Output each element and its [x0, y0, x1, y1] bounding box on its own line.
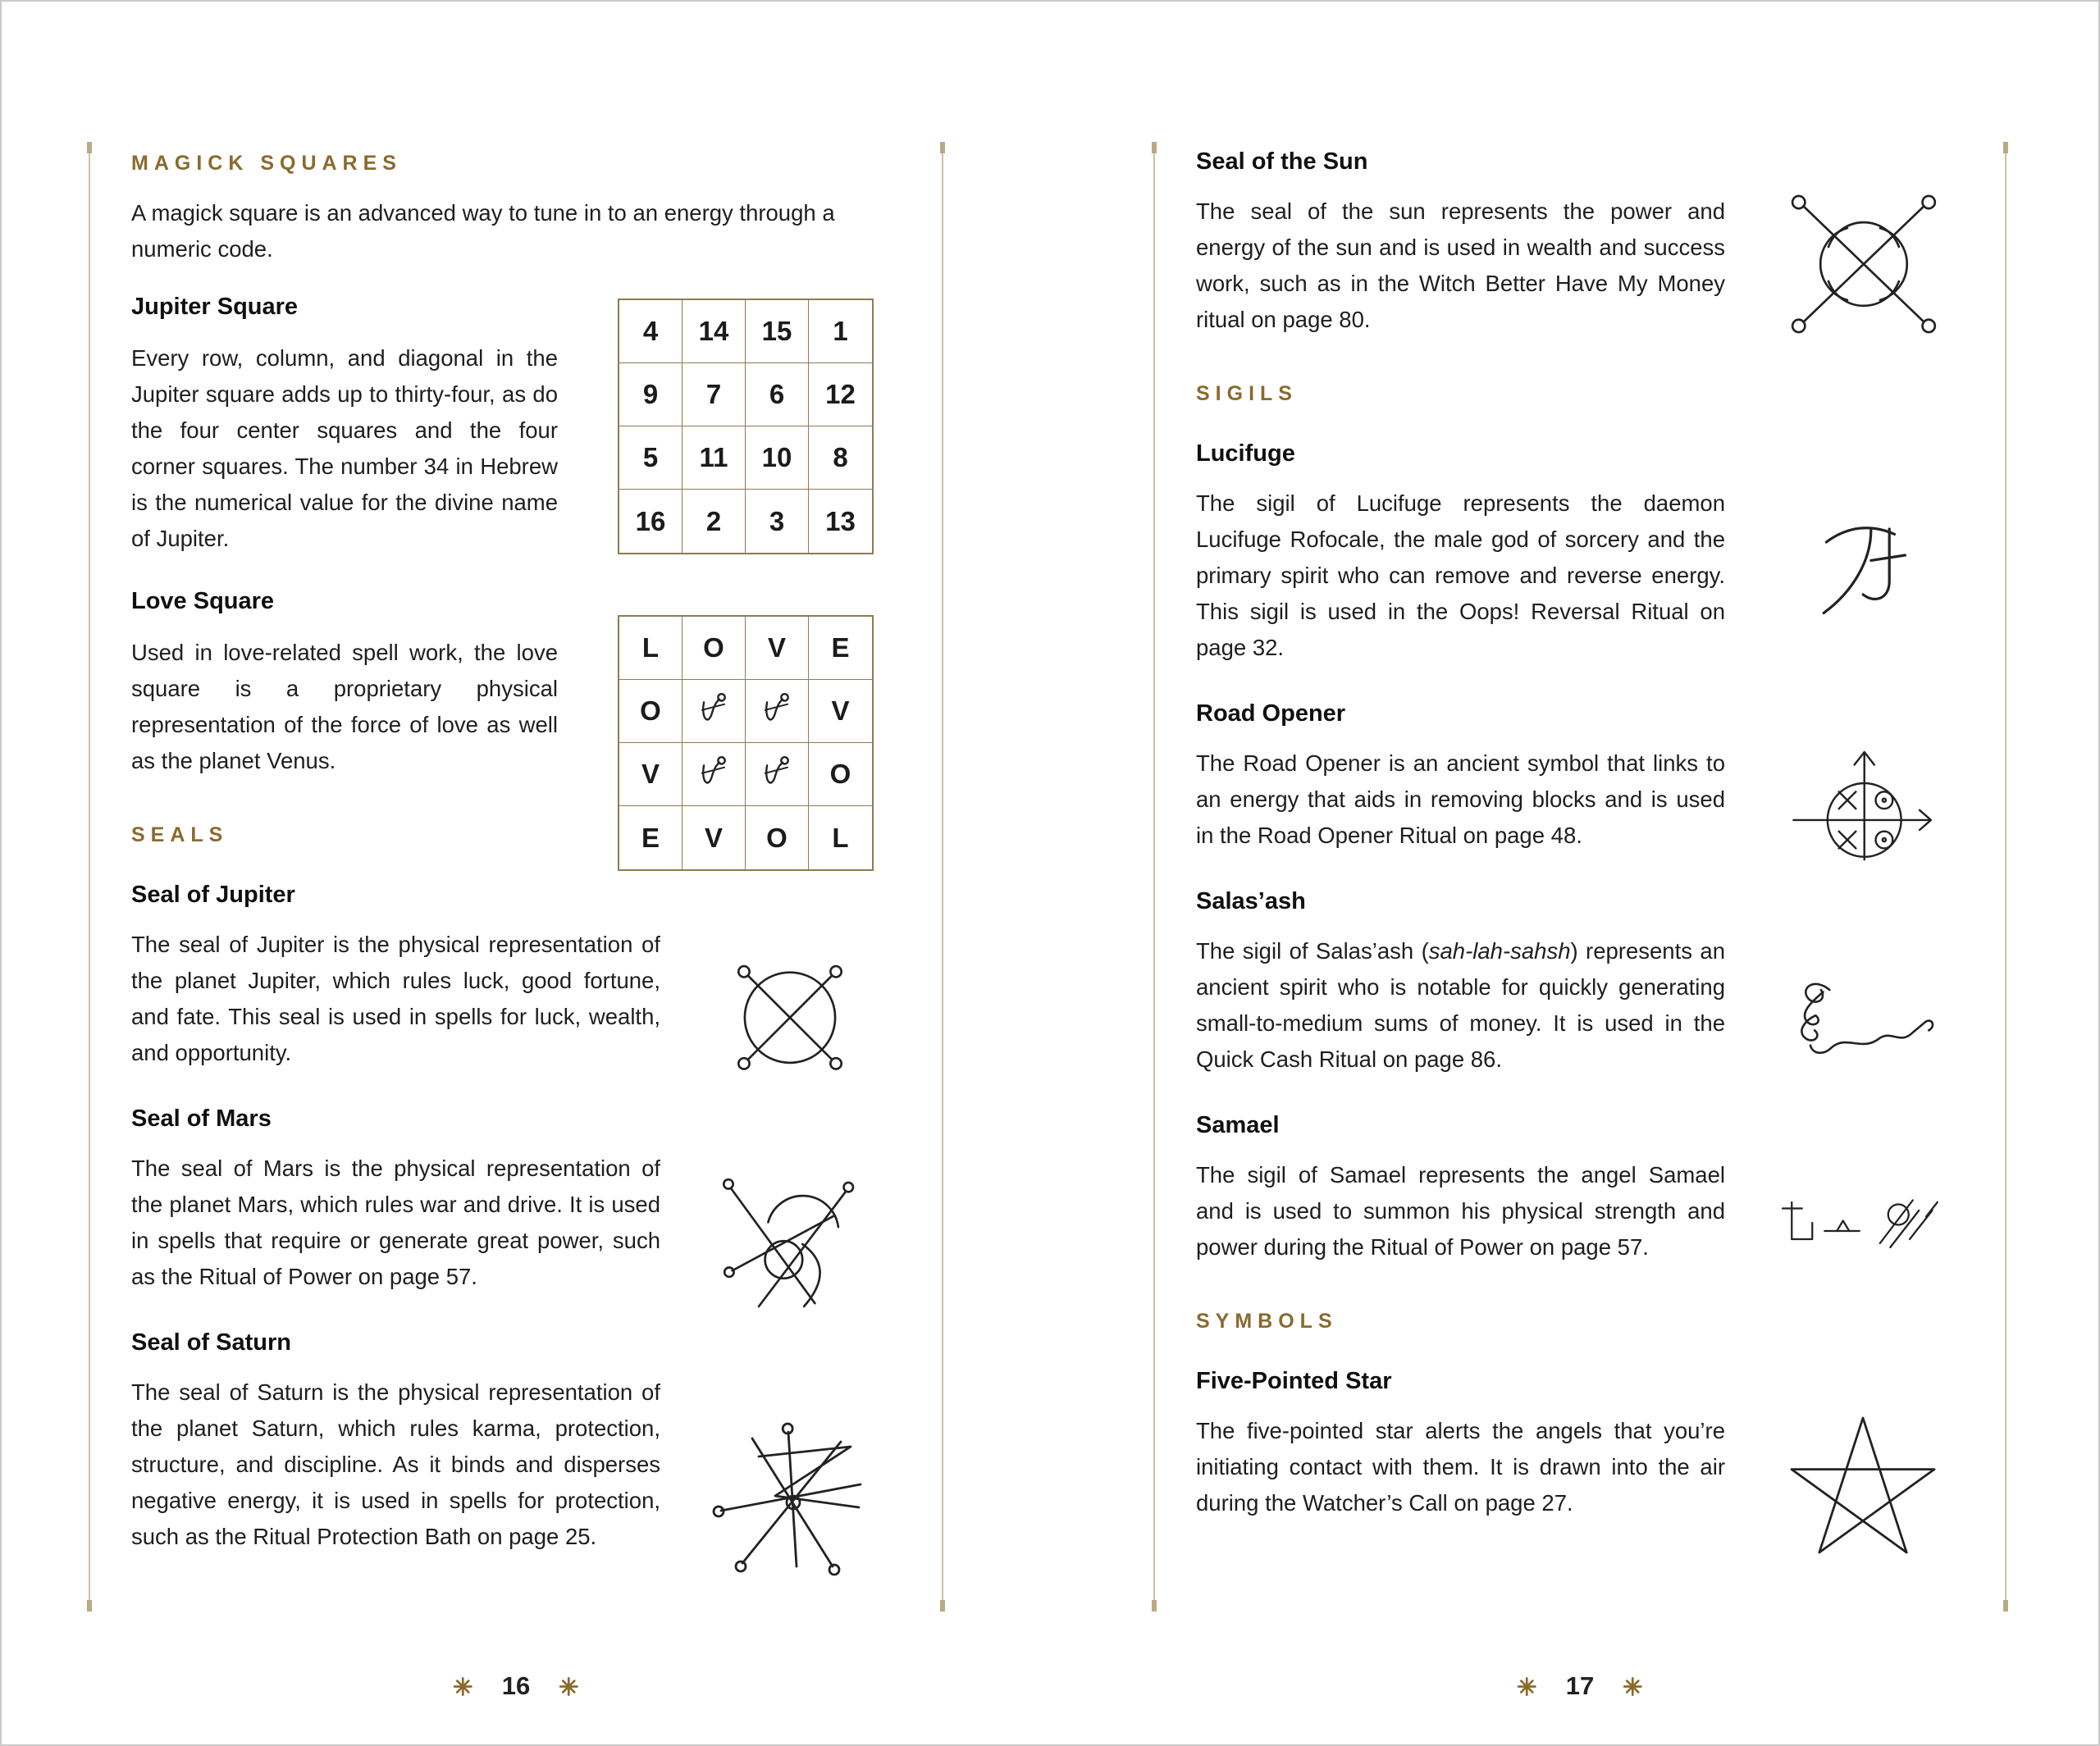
square-cell: 13 [825, 505, 856, 536]
love-square-heading: Love Square [131, 588, 275, 614]
salasash-pronunciation: sah-lah-sahsh [1428, 938, 1571, 964]
square-cell: V [619, 743, 682, 806]
jupiter-square-body: Every row, column, and diagonal in the Jupiter square adds up to thirty-four, as do the four center squares and the four corner squares. The number 34 in Hebrew is the numerical value for the divine name of Jupiter. [131, 345, 558, 551]
samael-sigil-icon [1770, 1186, 1951, 1268]
seal-of-jupiter-heading: Seal of Jupiter [131, 882, 295, 908]
salasash-heading: Salas’ash [1196, 888, 1306, 914]
square-cell: O [619, 680, 682, 743]
love-magick-square [618, 615, 874, 871]
salasash-body-prefix: The sigil of Salas’ash ( [1196, 938, 1429, 964]
square-cell: O [746, 806, 809, 869]
square-cell: 14 [682, 300, 746, 363]
samael-body: The sigil of Samael represents the angel Samael and is used to summon his physical strength and power during the Ritual of Power on page 57. [1196, 1162, 1725, 1260]
square-cell: E [619, 806, 682, 869]
footer-star-icon [1622, 1675, 1644, 1698]
square-cell: 12 [809, 363, 872, 426]
lucifuge-body: The sigil of Lucifuge represents the daemon Lucifuge Rofocale, the male god of sorcery and the primary spirit who can remove and reverse energy. This sigil is used in the Oops! Reversal Ritual on page 32. [1196, 490, 1725, 660]
footer-left-page [452, 1671, 580, 1701]
section-title-symbols: SYMBOLS [1196, 1310, 1338, 1333]
salasash-body [1196, 933, 1725, 1078]
seal-of-mars-heading: Seal of Mars [131, 1105, 272, 1132]
seal-of-the-sun-body: The seal of the sun represents the power and energy of the sun and is used in wealth and success work, such as in the Witch Better Have My Money ritual on page 80. [1196, 198, 1725, 332]
five-pointed-star-heading: Five-Pointed Star [1196, 1368, 1392, 1394]
seal-of-saturn-heading: Seal of Saturn [131, 1329, 291, 1356]
square-cell: 11 [682, 426, 746, 490]
samael-heading: Samael [1196, 1112, 1280, 1138]
square-cell: 2 [682, 490, 746, 553]
love-sigil-cell [682, 743, 746, 806]
section-title-sigils: SIGILS [1196, 382, 1298, 405]
love-sigil-cell [682, 680, 746, 743]
footer-star-icon [1516, 1675, 1538, 1698]
road-opener-heading: Road Opener [1196, 700, 1346, 727]
love-square-body: Used in love-related spell work, the love square is a proprietary physical representation of the force of love as well as the planet Venus. [131, 640, 558, 773]
seal-of-mars-body: The seal of Mars is the physical representation of the planet Mars, which rules war and drive. It is used in spells that require or generate great power, such as the Ritual of Power on page 57. [131, 1156, 660, 1289]
square-cell: 9 [619, 363, 682, 426]
love-sigil-cell [746, 743, 809, 806]
square-cell: 16 [619, 490, 682, 553]
footer-star-icon [452, 1675, 474, 1698]
square-cell: V [746, 617, 809, 680]
square-cell: 1 [809, 300, 872, 363]
square-cell: 4 [619, 300, 682, 363]
section-title-magick-squares: MAGICK SQUARES [131, 152, 402, 175]
square-cell: 3 [746, 490, 809, 553]
page-number-left: 16 [501, 1671, 531, 1700]
square-cell: O [682, 617, 746, 680]
lucifuge-heading: Lucifuge [1196, 440, 1295, 467]
love-sigil-icon [696, 754, 731, 795]
jupiter-square-heading: Jupiter Square [131, 294, 299, 320]
pentagram-icon [1781, 1410, 1945, 1574]
square-cell: 6 [746, 363, 809, 426]
page-right [1153, 145, 2006, 1638]
seal-of-mars-icon [712, 1166, 868, 1322]
footer-right-page [1516, 1671, 1644, 1701]
seal-of-saturn-icon [708, 1412, 872, 1576]
five-pointed-star-body: The five-pointed star alerts the angels that you’re initiating contact with them. It is drawn into the air during the Watcher’s Call on page 27. [1196, 1418, 1725, 1516]
square-cell: E [809, 617, 872, 680]
seal-of-the-sun-icon [1777, 182, 1949, 346]
square-cell: L [619, 617, 682, 680]
square-cell: V [682, 806, 746, 869]
seal-of-the-sun-heading: Seal of the Sun [1196, 148, 1368, 175]
lucifuge-sigil-icon [1795, 501, 1926, 649]
seal-of-saturn-body: The seal of Saturn is the physical representation of the planet Saturn, which rules karma, protection, structure, and discipline. As it binds and disperses negative energy, it is used in spells for protection, such as the Ritual Protection Bath on page 25. [131, 1379, 660, 1549]
salasash-sigil-icon [1778, 969, 1942, 1075]
square-cell: 8 [809, 426, 872, 490]
love-sigil-icon [696, 691, 731, 732]
salasash-body-suffix: ) represents an ancient spirit who is notable for quickly generating small-to-medium sums of money. It is used in the Quick Cash Ritual on page 86. [1196, 938, 1725, 1072]
magick-squares-intro: A magick square is an advanced way to tune in to an energy through a numeric code. [131, 200, 835, 262]
seal-of-jupiter-icon [712, 937, 868, 1092]
square-cell: O [809, 743, 872, 806]
section-title-seals: SEALS [131, 823, 229, 846]
square-cell: 7 [682, 363, 746, 426]
road-opener-body: The Road Opener is an ancient symbol that links to an energy that aids in removing blocks and is used in the Road Opener Ritual on page 48. [1196, 750, 1725, 848]
love-sigil-icon [760, 691, 794, 732]
love-sigil-icon [760, 754, 794, 795]
square-cell: V [809, 680, 872, 743]
page-left [89, 145, 943, 1638]
seal-of-jupiter-body: The seal of Jupiter is the physical representation of the planet Jupiter, which rules luck, good fortune, and fate. This seal is used in spells for luck, wealth, and opportunity. [131, 932, 660, 1065]
road-opener-icon [1785, 741, 1941, 888]
jupiter-magick-square [618, 299, 874, 554]
love-sigil-cell [746, 680, 809, 743]
square-cell: 15 [746, 300, 809, 363]
page-number-right: 17 [1565, 1671, 1595, 1700]
footer-star-icon [558, 1675, 580, 1698]
square-cell: 10 [746, 426, 809, 490]
square-cell: 5 [619, 426, 682, 490]
square-cell: L [832, 822, 849, 853]
